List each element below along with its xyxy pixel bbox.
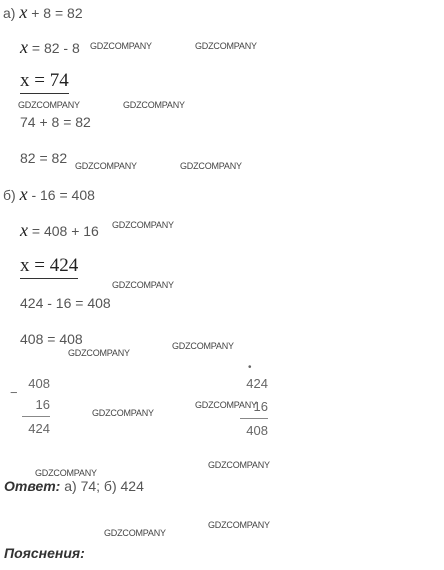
part-b-step1-text: = 408 + 16 [28,223,99,239]
column-add-dot: • [248,362,252,373]
watermark: GDZCOMPANY [208,460,270,470]
watermark: GDZCOMPANY [18,100,80,110]
watermark: GDZCOMPANY [90,41,152,51]
column-add-result: 408 [246,423,268,438]
part-a-equation-text: + 8 = 82 [27,5,83,21]
watermark: GDZCOMPANY [208,520,270,530]
watermark: GDZCOMPANY [195,400,257,410]
part-a-variable: x [19,2,28,22]
column-add-bottom: 16 [253,399,268,414]
part-a-answer: x = 74 [20,70,69,94]
part-a-step1 [20,37,80,58]
part-b-check2: 408 = 408 [20,331,83,347]
part-a-equation [3,2,83,23]
column-sub-sign: − [10,385,18,400]
column-sub-bottom: 16 [35,397,50,412]
watermark: GDZCOMPANY [112,280,174,290]
watermark: GDZCOMPANY [112,220,174,230]
part-a-check2: 82 = 82 [20,150,68,166]
part-b-step1 [20,220,99,241]
column-sub-result: 424 [28,421,50,436]
watermark: GDZCOMPANY [75,161,137,171]
column-add-line [240,418,268,419]
answer-line [4,478,144,494]
part-b-equation-text: - 16 = 408 [27,187,95,203]
part-b-step1-variable: x [20,220,28,240]
watermark: GDZCOMPANY [180,161,242,171]
part-a-label: а) [3,5,16,21]
part-b-check1: 424 - 16 = 408 [20,295,111,311]
watermark: GDZCOMPANY [172,341,234,351]
explanation-label: Пояснения: [4,545,85,561]
answer-text: а) 74; б) 424 [60,478,144,494]
watermark: GDZCOMPANY [35,468,97,478]
answer-label: Ответ: [4,478,61,494]
part-b-label: б) [3,187,16,203]
watermark: GDZCOMPANY [68,348,130,358]
watermark: GDZCOMPANY [92,408,154,418]
column-add-top: 424 [246,376,268,391]
watermark: GDZCOMPANY [123,100,185,110]
part-b-variable: x [19,184,28,204]
watermark: GDZCOMPANY [104,528,166,538]
part-b-equation [3,184,95,205]
part-a-check1: 74 + 8 = 82 [20,114,91,130]
part-b-answer: x = 424 [20,255,78,279]
column-sub-top: 408 [28,376,50,391]
column-sub-line [22,416,50,417]
part-a-step1-variable: x [20,37,28,57]
watermark: GDZCOMPANY [195,41,257,51]
part-a-step1-text: = 82 - 8 [28,40,80,56]
